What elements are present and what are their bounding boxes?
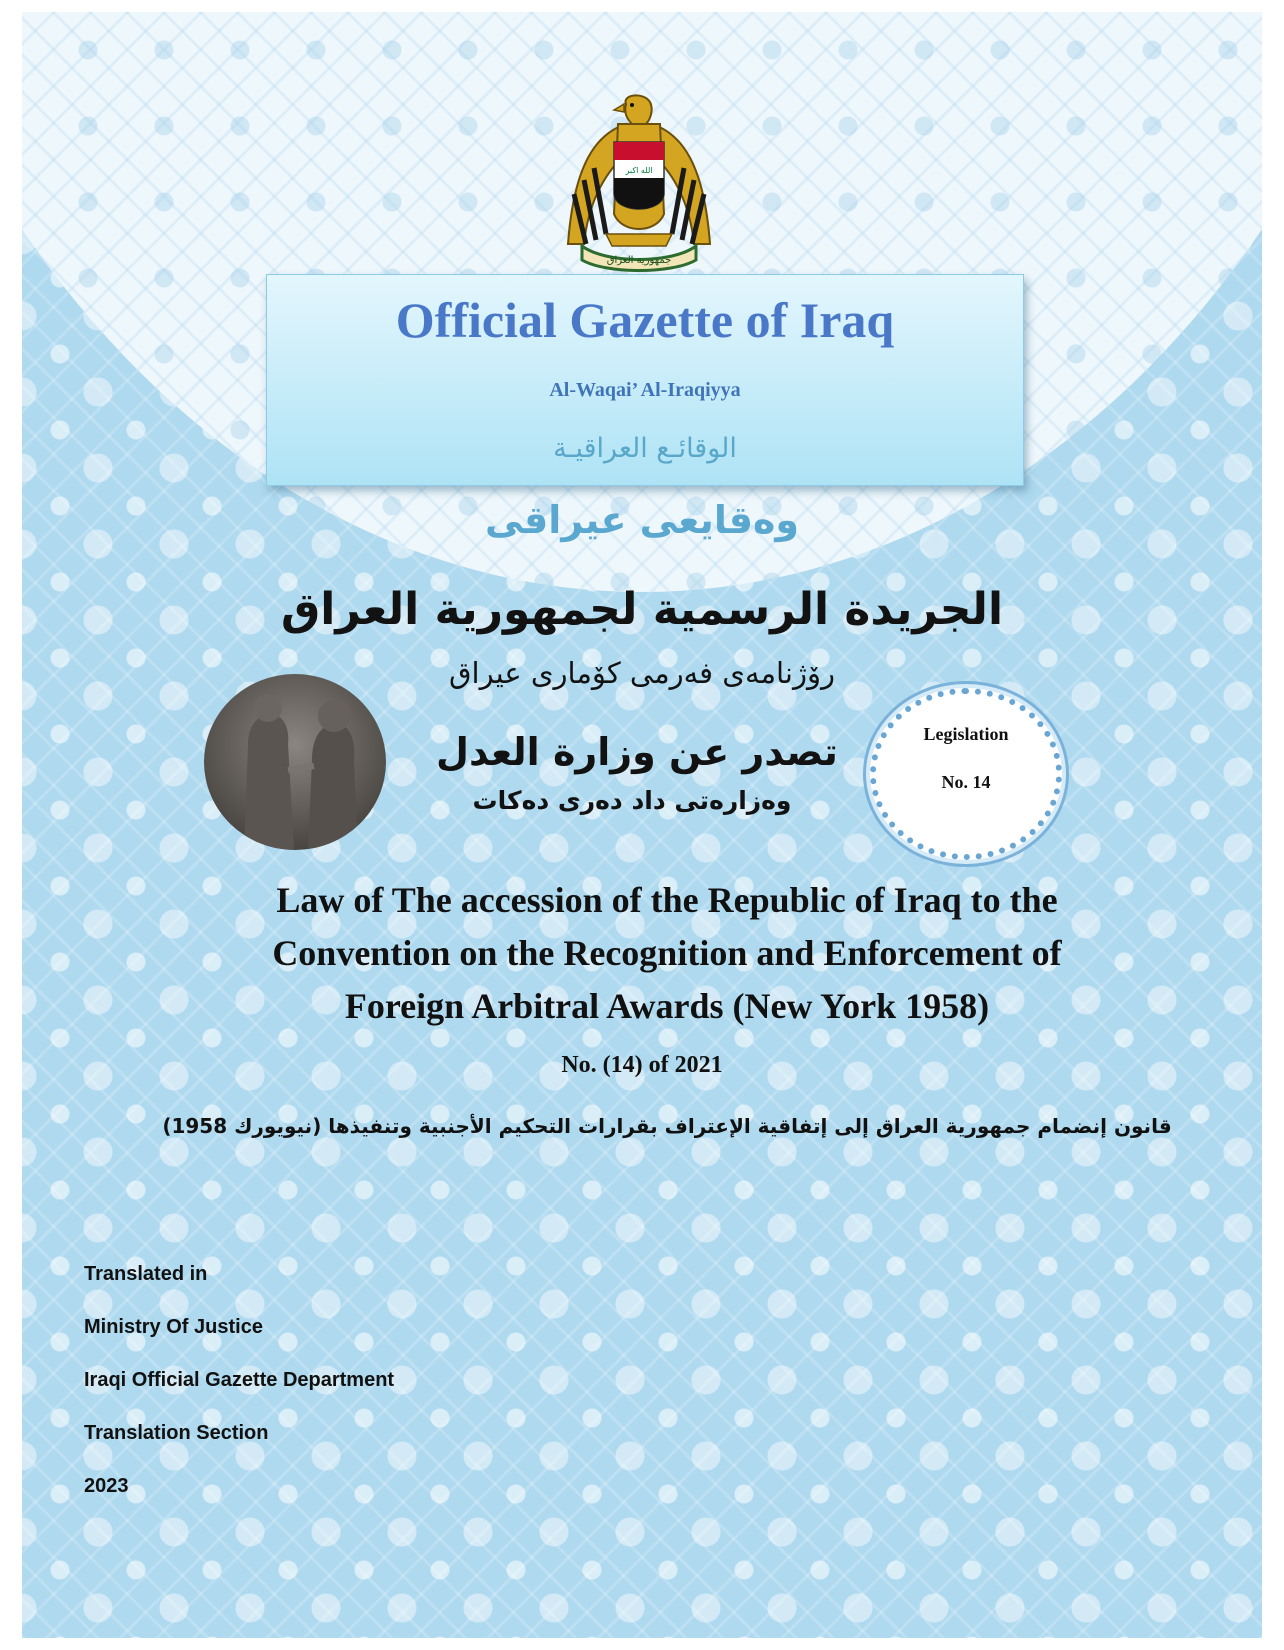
publisher-arabic-title: الجريدة الرسمية لجمهورية العراق: [280, 584, 1004, 635]
svg-text:جمهورية العراق: جمهورية العراق: [606, 255, 672, 266]
credit-line: Translated in: [84, 1263, 208, 1285]
law-arabic-title: قانون إنضمام جمهورية العراق إلى إتفاقية الإعتراف بقرارات التحكيم الأجنبية وتنفيذها (نيويورك 1958): [162, 1114, 1172, 1138]
publisher-kurdish-title: رۆژنامەی فەرمی کۆماری عیراق: [449, 656, 835, 690]
credit-line: Ministry Of Justice: [84, 1316, 263, 1338]
law-title-line: Convention on the Recognition and Enforcement of: [272, 933, 1062, 973]
credit-line: Iraqi Official Gazette Department: [84, 1369, 395, 1391]
law-title-line: Law of The accession of the Republic of Iraq to the: [276, 880, 1058, 920]
publisher-kurdish-issued-by: وەزارەتی داد دەری دەکات: [472, 786, 792, 815]
gazette-cover-page: [22, 12, 1262, 1638]
gazette-transliteration: Al-Waqai’ Al-Iraqiyya: [549, 379, 741, 401]
legislation-seal: [870, 688, 1062, 860]
credit-line: 2023: [84, 1475, 129, 1497]
seal-number: No. 14: [941, 772, 991, 792]
law-title-line: Foreign Arbitral Awards (New York 1958): [344, 986, 990, 1026]
iraq-eagle-emblem-icon: [566, 94, 712, 272]
translation-credits: [84, 1260, 394, 1525]
gazette-kurdish-name: وەقایعی عیراقی: [484, 498, 800, 542]
gazette-title: Official Gazette of Iraq: [395, 292, 895, 348]
gazette-title-box: [266, 274, 1024, 486]
seal-label: Legislation: [923, 724, 1009, 744]
publisher-arabic-issued-by: تصدر عن وزارة العدل: [436, 730, 838, 774]
law-title: [182, 874, 1152, 1033]
hammurabi-stele-photo: [204, 674, 386, 850]
svg-text:الله اكبر: الله اكبر: [625, 166, 653, 175]
credit-line: Translation Section: [84, 1422, 269, 1444]
law-number: No. (14) of 2021: [561, 1052, 723, 1078]
gazette-arabic-name: الوقائـع العراقيـة: [553, 433, 737, 464]
